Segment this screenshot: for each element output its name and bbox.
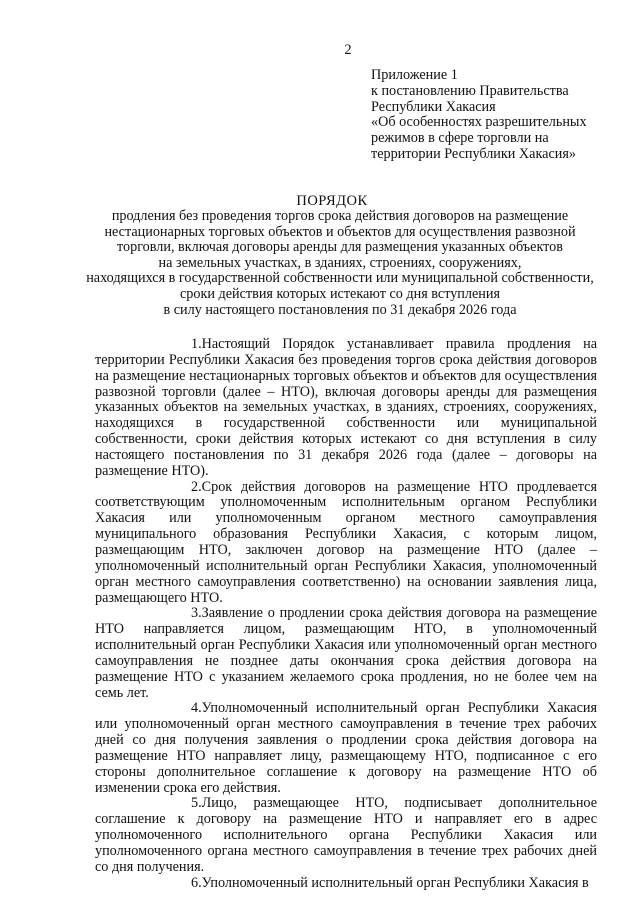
subtitle-line: в силу настоящего постановления по 31 декабря 2026 года [163,301,517,318]
paragraph-text: Срок действия договоров на размещение НТО продлевается соответствующим уполномоченным исполнительным органом Республики Хакасия или уполномоченным органом местного самоуправления муниципального образования Республики Хакасия, с которым лицом, размещающим НТО, заключен договор на размещение НТО (далее – уполномоченный исполнительный орган Республики Хакасия, уполномоченный орган местного самоуправления соответственно) на основании заявления лица, размещающего НТО. [95,478,597,606]
appendix-line: «Об особенностях разрешительных [371,114,587,131]
paragraph-number: 5. [191,795,202,812]
subtitle-line: нестационарных торговых объектов и объектов для осуществления развозной [104,223,576,240]
paragraph-6 [95,876,597,892]
paragraph-text: Настоящий Порядок устанавливает правила продления на территории Республики Хакасия без проведения торгов срока действия договоров на размещение нестационарных торговых объектов и объектов для осуществления развозной торговли (далее – НТО), включая договоры аренды для размещения указанных объектов на земельных участках, в зданиях, строениях, сооружениях, находящихся в государственной собственности или муниципальной собственности, сроки действия которых истекают со дня вступления в силу настоящего постановления по 31 декабря 2026 года (далее – договоры на размещение НТО). [95,336,597,479]
paragraph-text: Лицо, размещающее НТО, подписывает дополнительное соглашение к договору на размещение НТО и направляет его в адрес уполномоченного исполнительного органа Республики Хакасия или уполномоченного органа местного самоуправления в течение трех рабочих дней со дня получения. [95,795,597,875]
paragraph-number: 2. [191,478,202,495]
paragraph-text: Уполномоченный исполнительный орган Республики Хакасия в [201,874,589,891]
page-number: 2 [344,42,352,58]
subtitle-line: на земельных участках, в зданиях, строениях, сооружениях, [158,254,522,271]
paragraph-5 [95,796,597,875]
paragraph-number: 1. [191,336,202,352]
document-body [95,337,597,892]
paragraph-number: 4. [191,700,202,717]
appendix-line: Приложение 1 [371,67,458,83]
paragraph-number: 6. [191,874,202,891]
appendix-line: к постановлению Правительства [371,82,569,99]
document-subtitle [60,209,620,318]
paragraph-3 [95,606,597,701]
appendix-line: территории Республики Хакасия» [371,145,576,162]
appendix-line: Республики Хакасия [371,98,496,115]
paragraph-1 [95,337,597,480]
paragraph-2 [95,480,597,607]
subtitle-line: торговли, включая договоры аренды для размещения указанных объектов [117,239,563,256]
appendix-line: режимов в сфере торговли на [371,130,549,147]
subtitle-line: продления без проведения торгов срока действия договоров на размещение [111,208,569,224]
subtitle-line: находящихся в государственной собственности или муниципальной собственности, [86,270,594,287]
paragraph-text: Заявление о продлении срока действия договора на размещение НТО направляется лицом, размещающим НТО, в уполномоченный исполнительный орган Республики Хакасия или уполномоченный орган местного самоуправления не позднее даты окончания срока действия договора на размещение НТО с указанием желаемого срока продления, но не более чем на семь лет. [95,605,597,701]
paragraph-number: 3. [191,605,202,622]
paragraph-text: Уполномоченный исполнительный орган Республики Хакасия или уполномоченный орган местного самоуправления в течение трех рабочих дней со дня получения заявления о продлении срока действия договора на размещение НТО направляет лицу, размещающему НТО, подписанное с его стороны дополнительное соглашение к договору на размещение НТО об изменении срока его действия. [95,700,597,796]
subtitle-line: сроки действия которых истекают со дня вступления [180,285,500,302]
paragraph-4 [95,701,597,796]
document-title: ПОРЯДОК [296,193,368,209]
appendix-block [371,68,621,163]
